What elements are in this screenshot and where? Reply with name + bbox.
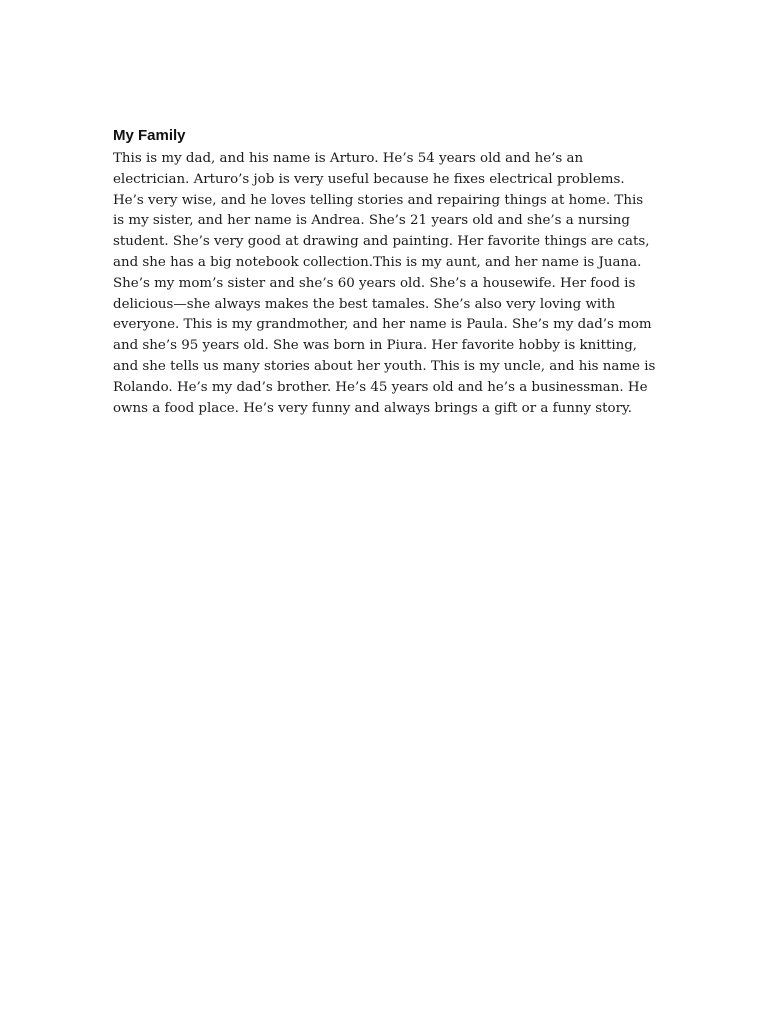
document-content bbox=[113, 126, 658, 419]
document-paragraph: This is my dad, and his name is Arturo. He’s 54 years old and he’s an electrician. Arturo’s job is very useful because he fixes electrical problems. He’s very wise, and he loves telling stories and repairing things at home. This is my sister, and her name is Andrea. She’s 21 years old and she’s a nursing student. She’s very good at drawing and painting. Her favorite things are cats, and she has a big notebook collection.This is my aunt, and her name is Juana. She’s my mom’s sister and she’s 60 years old. She’s a housewife. Her food is delicious—she always makes the best tamales. She’s also very loving with everyone. This is my grandmother, and her name is Paula. She’s my dad’s mom and she’s 95 years old. She was born in Piura. Her favorite hobby is knitting, and she tells us many stories about her youth. This is my uncle, and his name is Rolando. He’s my dad’s brother. He’s 45 years old and he’s a businessman. He owns a food place. He’s very funny and always brings a gift or a funny story. bbox=[113, 151, 656, 416]
document-title: My Family bbox=[113, 127, 186, 144]
